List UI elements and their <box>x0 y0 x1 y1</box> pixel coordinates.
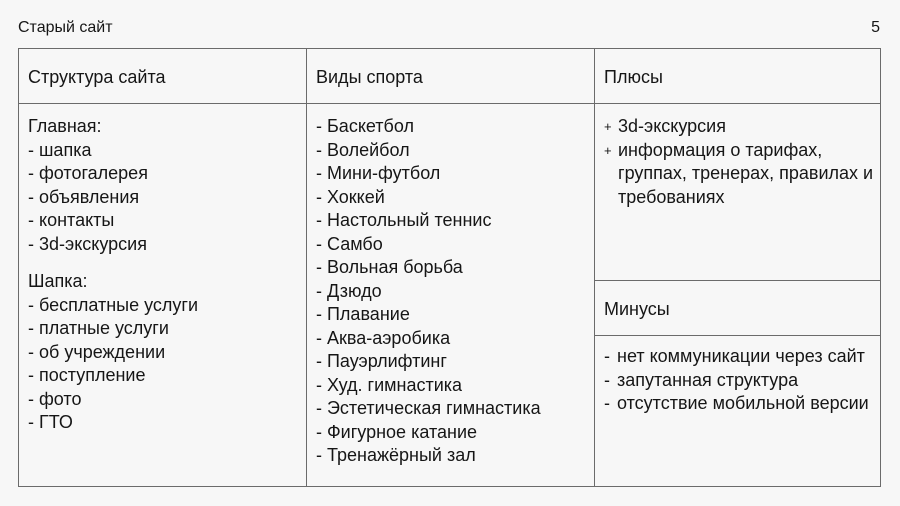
list-item: - платные услуги <box>28 318 169 338</box>
sport-item: - Мини-футбол <box>316 163 441 183</box>
sport-item: - Вольная борьба <box>316 257 463 277</box>
sport-item: - Аква-аэробика <box>316 327 451 348</box>
list-item: - фото <box>28 388 82 409</box>
pros-item <box>604 115 874 139</box>
sport-item: - Волейбол <box>316 139 410 160</box>
block-title: Шапка: <box>28 271 88 291</box>
pros-cons-divider <box>594 280 880 281</box>
sport-item: - Пауэрлифтинг <box>316 351 447 371</box>
cons-item-text: отсутствие мобильной версии <box>617 393 869 413</box>
cons-header-divider <box>594 335 880 336</box>
sport-item: - Худ. гимнастика <box>316 374 463 395</box>
pros-item-text: информация о тарифах, группах, тренерах, правилах и требованиях <box>618 139 874 207</box>
sport-item: - Хоккей <box>316 186 385 207</box>
cons-item <box>604 392 874 416</box>
minus-marker: - <box>604 369 610 390</box>
pros-item <box>604 139 874 210</box>
column-divider <box>594 49 595 486</box>
structure-cell <box>28 115 298 449</box>
comparison-table <box>18 48 881 487</box>
header-divider <box>19 103 880 104</box>
list-item: - ГТО <box>28 412 73 432</box>
cons-item <box>604 345 874 369</box>
list-item: - об учреждении <box>28 341 166 362</box>
cons-item-text: нет коммуникации через сайт <box>617 346 865 366</box>
cons-item <box>604 369 874 393</box>
list-item: - объявления <box>28 186 140 207</box>
header-structure: Структура сайта <box>28 67 166 87</box>
sport-item: - Фигурное катание <box>316 421 478 442</box>
structure-block <box>28 270 298 435</box>
sport-item: - Баскетбол <box>316 116 414 136</box>
column-divider <box>306 49 307 486</box>
plus-marker: + <box>604 119 612 134</box>
list-item: - 3d-экскурсия <box>28 233 147 254</box>
sport-item: - Эстетическая гимнастика <box>316 398 541 418</box>
pros-item-text: 3d-экскурсия <box>618 116 726 136</box>
cons-cell <box>604 345 874 416</box>
page-number: 5 <box>871 19 880 36</box>
header-pros: Плюсы <box>604 67 663 87</box>
pros-cell <box>604 115 874 209</box>
list-item: - контакты <box>28 210 115 230</box>
block-title: Главная: <box>28 116 102 136</box>
list-item: - бесплатные услуги <box>28 294 199 315</box>
header-sports: Виды спорта <box>316 67 423 87</box>
sport-item: - Плавание <box>316 304 410 324</box>
list-item: - фотогалерея <box>28 163 148 183</box>
sport-item: - Дзюдо <box>316 280 382 301</box>
minus-marker: - <box>604 346 610 366</box>
header-cons: Минусы <box>604 299 670 319</box>
sport-item: - Тренажёрный зал <box>316 445 476 465</box>
sport-item: - Настольный теннис <box>316 210 492 230</box>
sport-item: - Самбо <box>316 233 383 254</box>
structure-block <box>28 115 298 256</box>
slide-title: Старый сайт <box>18 19 113 36</box>
plus-marker: + <box>604 142 612 158</box>
cons-item-text: запутанная структура <box>617 369 799 390</box>
list-item: - шапка <box>28 139 92 160</box>
minus-marker: - <box>604 393 610 413</box>
sports-cell <box>316 115 591 468</box>
list-item: - поступление <box>28 365 146 385</box>
